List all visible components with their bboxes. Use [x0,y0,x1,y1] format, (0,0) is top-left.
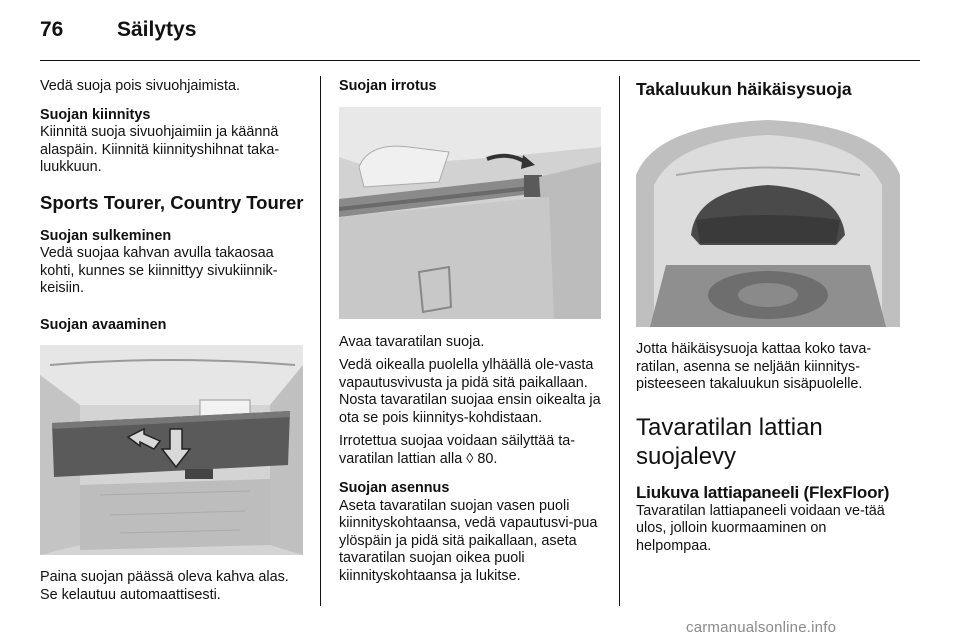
figure-open-cover [40,345,303,555]
page-reference-number: 80. [473,450,498,467]
heading-sports-tourer: Sports Tourer, Country Tourer [40,191,304,213]
heading-open-cover: Suojan avaaminen [40,316,167,333]
page-number: 76 [40,18,64,41]
paragraph-sunshade: Jotta häikäisysuoja kattaa koko tava-ratilan, asenna se neljään kiinnitys-pisteeseen takaluukun sisäpuolelle. [636,341,872,392]
heading-sunshade: Takaluukun häikäisysuoja [636,79,852,99]
paragraph-flexfloor: Tavaratilan lattiapaneeli voidaan ve-tää ulos, jolloin kuormaaminen on helpompaa. [636,502,885,554]
column-divider-2 [619,76,620,606]
heading-close-cover: Suojan sulkeminen [40,227,172,244]
heading-attach: Suojan kiinnitys [40,106,151,123]
column-3 [636,78,902,555]
store-cover-text: Irrotettua suojaa voidaan säilyttää ta-varatilan lattian alla [339,433,575,467]
figure-sunshade [636,115,900,327]
page-header [40,18,920,48]
paragraph-remove-guides: Vedä suoja pois sivuohjaimista. [40,78,240,94]
paragraph-install-cover: Aseta tavaratilan suojan vasen puoli kiinnityskohtaansa, vedä vapautusvi-pua ylöspäin ja pidä sitä paikallaan, aseta tavaratilan suojan oikea puoli kiinnityskohtaansa ja lukitse. [339,497,598,584]
heading-flexfloor: Liukuva lattiapaneeli (FlexFloor) [636,482,890,502]
page-reference-icon: ◊ [466,450,474,467]
heading-remove-cover: Suojan irrotus [339,78,437,94]
figure-remove-cover [339,107,601,319]
column-2 [339,78,603,585]
column-1 [40,78,304,604]
header-rule [40,60,920,61]
paragraph-release-lever: Vedä oikealla puolella ylhäällä ole-vasta vapautusvivusta ja pidä sitä paikallaan. Nosta tavaratilan suojaa ensin oikealta ja ota se pois kiinnitys-kohdistaan. [339,357,601,426]
chapter-title: Säilytys [117,18,197,41]
paragraph-store-cover [339,433,603,468]
paragraph-open-cover-2: Avaa tavaratilan suoja. [339,333,485,350]
paragraph-close-cover: Vedä suojaa kahvan avulla takaosaa kohti, kunnes se kiinnittyy sivukiinnik-keisiin. [40,245,278,296]
paragraph-open-cover: Paina suojan päässä oleva kahva alas. Se kelautuu automaattisesti. [40,569,289,603]
watermark: carmanualsonline.info [686,619,837,636]
paragraph-attach: Kiinnitä suoja sivuohjaimiin ja käännä alaspäin. Kiinnitä kiinnityshihnat taka-luukkuun. [40,124,280,175]
heading-floor-panel: Tavaratilan lattian suojalevy [636,413,823,470]
heading-install-cover: Suojan asennus [339,480,450,496]
column-divider-1 [320,76,321,606]
